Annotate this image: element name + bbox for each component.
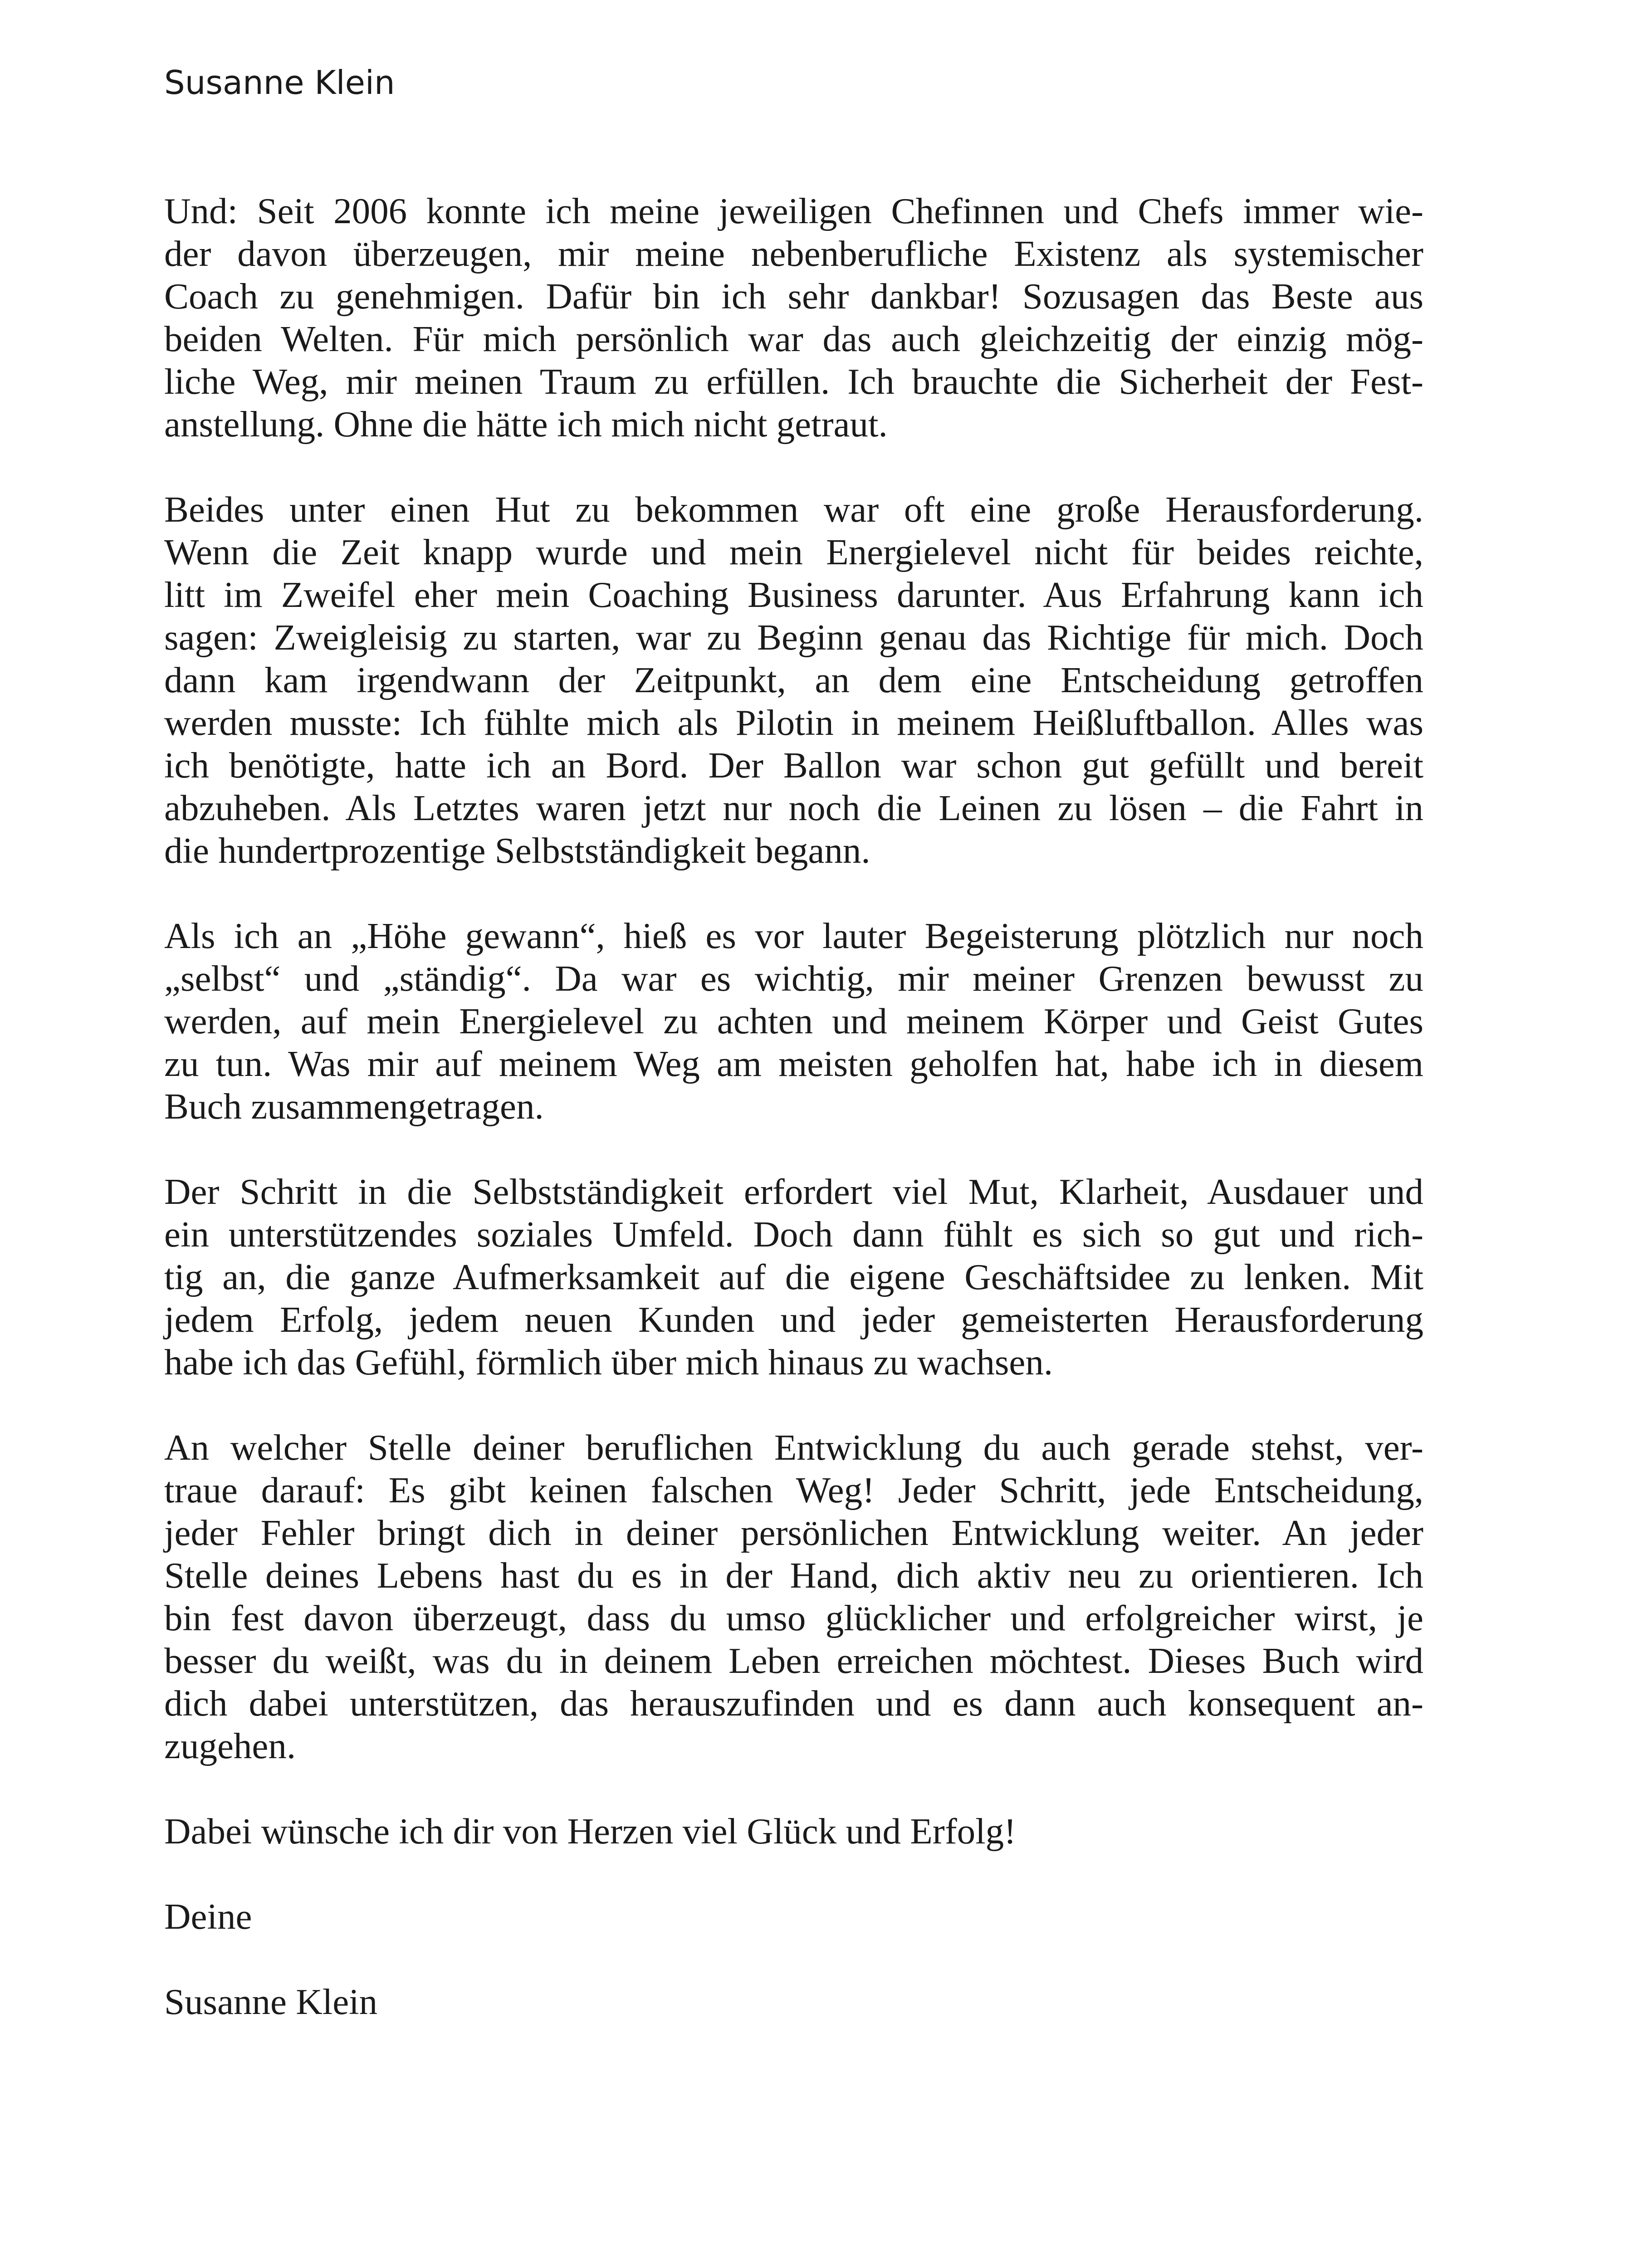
text-line: Der Schritt in die Selbstständigkeit erfordert viel Mut, Klarheit, Ausdauer und xyxy=(164,1171,1423,1212)
text-line: tig an, die ganze Aufmerksamkeit auf die eigene Geschäftsidee zu lenken. Mit xyxy=(164,1256,1423,1297)
text-line: habe ich das Gefühl, förmlich über mich hinaus zu wachsen. xyxy=(164,1342,1053,1383)
salutation xyxy=(164,1895,1423,1938)
text-line: Coach zu genehmigen. Dafür bin ich sehr dankbar! Sozusagen das Beste aus xyxy=(164,276,1423,317)
text-line: werden, auf mein Energielevel zu achten und meinem Körper und Geist Gutes xyxy=(164,1001,1423,1041)
text-line: sagen: Zweigleisig zu starten, war zu Beginn genau das Richtige für mich. Doch xyxy=(164,617,1423,658)
text-line: Deine xyxy=(164,1896,252,1937)
text-line: die hundertprozentige Selbstständigkeit begann. xyxy=(164,830,870,871)
paragraph-2 xyxy=(164,488,1423,872)
text-line: liche Weg, mir meinen Traum zu erfüllen. Ich brauchte die Sicherheit der Fest- xyxy=(164,361,1423,402)
text-line: dich dabei unterstützen, das herauszufinden und es dann auch konsequent an- xyxy=(164,1683,1423,1724)
text-line: beiden Welten. Für mich persönlich war das auch gleichzeitig der einzig mög- xyxy=(164,318,1423,359)
text-line: Beides unter einen Hut zu bekommen war oft eine große Herausforderung. xyxy=(164,489,1423,530)
text-line: Als ich an „Höhe gewann“, hieß es vor lauter Begeisterung plötzlich nur noch xyxy=(164,915,1423,956)
text-line: Dabei wünsche ich dir von Herzen viel Glück und Erfolg! xyxy=(164,1811,1017,1852)
body-text xyxy=(164,190,1423,2023)
text-line: Und: Seit 2006 konnte ich meine jeweiligen Chefinnen und Chefs immer wie- xyxy=(164,191,1423,231)
text-line: „selbst“ und „ständig“. Da war es wichtig, mir meiner Grenzen bewusst zu xyxy=(164,958,1423,999)
text-line: zu tun. Was mir auf meinem Weg am meisten geholfen hat, habe ich in diesem xyxy=(164,1043,1423,1084)
text-line: Buch zusammengetragen. xyxy=(164,1086,544,1127)
paragraph-1 xyxy=(164,190,1423,445)
text-line: jedem Erfolg, jedem neuen Kunden und jeder gemeisterten Herausforderung xyxy=(164,1299,1423,1340)
signature-name xyxy=(164,1980,1423,2023)
text-line: besser du weißt, was du in deinem Leben erreichen möchtest. Dieses Buch wird xyxy=(164,1640,1423,1681)
paragraph-3 xyxy=(164,914,1423,1128)
paragraph-5 xyxy=(164,1426,1423,1767)
text-line: bin fest davon überzeugt, dass du umso glücklicher und erfolgreicher wirst, je xyxy=(164,1598,1423,1638)
text-line: dann kam irgendwann der Zeitpunkt, an dem eine Entscheidung getroffen xyxy=(164,660,1423,700)
text-line: An welcher Stelle deiner beruflichen Entwicklung du auch gerade stehst, ver- xyxy=(164,1427,1423,1468)
closing-wish xyxy=(164,1810,1423,1853)
text-line: Susanne Klein xyxy=(164,1981,378,2022)
text-line: werden musste: Ich fühlte mich als Pilotin in meinem Heißluftballon. Alles was xyxy=(164,702,1423,743)
text-line: der davon überzeugen, mir meine nebenberufliche Existenz als systemischer xyxy=(164,233,1423,274)
text-line: traue darauf: Es gibt keinen falschen Weg! Jeder Schritt, jede Entscheidung, xyxy=(164,1470,1423,1510)
text-line: litt im Zweifel eher mein Coaching Business darunter. Aus Erfahrung kann ich xyxy=(164,574,1423,615)
text-line: anstellung. Ohne die hätte ich mich nicht getraut. xyxy=(164,404,888,445)
text-line: abzuheben. Als Letztes waren jetzt nur noch die Leinen zu lösen – die Fahrt in xyxy=(164,787,1423,828)
paragraph-4 xyxy=(164,1170,1423,1383)
text-line: ein unterstützendes soziales Umfeld. Doch dann fühlt es sich so gut und rich- xyxy=(164,1214,1423,1255)
text-line: zugehen. xyxy=(164,1725,296,1766)
text-line: ich benötigte, hatte ich an Bord. Der Ballon war schon gut gefüllt und bereit xyxy=(164,745,1423,786)
running-header-author: Susanne Klein xyxy=(164,64,395,102)
text-line: Stelle deines Lebens hast du es in der Hand, dich aktiv neu zu orientieren. Ich xyxy=(164,1555,1423,1596)
text-line: jeder Fehler bringt dich in deiner persönlichen Entwicklung weiter. An jeder xyxy=(164,1512,1423,1553)
text-line: Wenn die Zeit knapp wurde und mein Energielevel nicht für beides reichte, xyxy=(164,532,1423,572)
